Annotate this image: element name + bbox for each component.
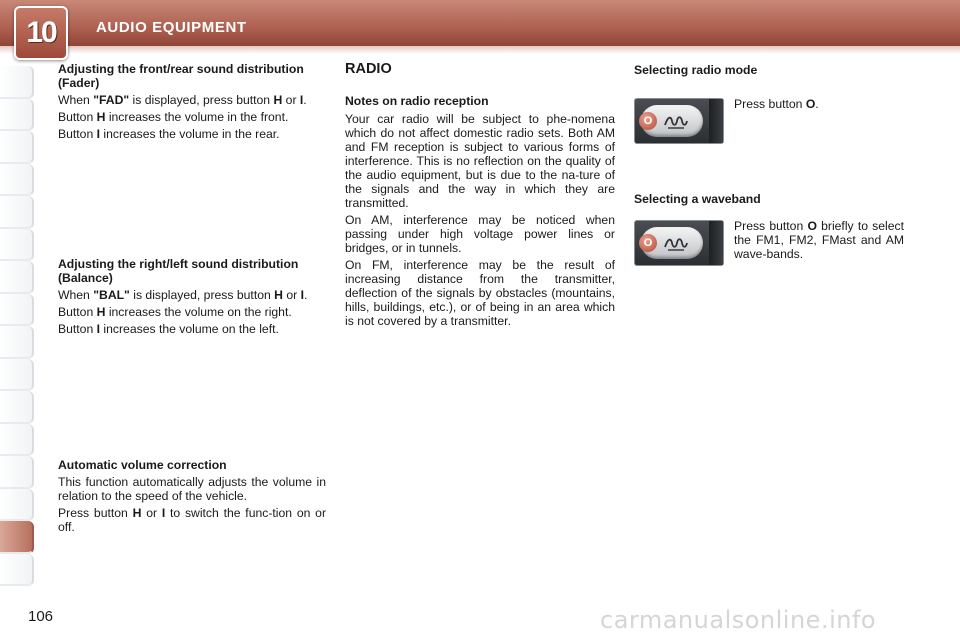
balance-heading: Adjusting the right/left sound distribution (Balance) <box>58 257 299 285</box>
chapter-tab[interactable] <box>0 229 34 262</box>
chapter-tab[interactable] <box>0 99 34 132</box>
chapter-title: AUDIO EQUIPMENT <box>96 19 247 36</box>
button-side-strip <box>709 99 723 143</box>
o-button-label: O <box>639 234 657 252</box>
chapter-tab[interactable] <box>0 489 34 522</box>
chapter-tab[interactable] <box>0 424 34 457</box>
watermark: carmanualsonline.info <box>600 606 877 634</box>
chapter-tab[interactable] <box>0 391 34 424</box>
reception-paragraph-2: On AM, interference may be noticed when passing under high voltage power lines or bridges, or in tunnels. <box>345 213 615 255</box>
button-side-strip <box>709 221 723 265</box>
chapter-tab[interactable] <box>0 261 34 294</box>
auto-volume-heading: Automatic volume correction <box>58 458 227 472</box>
radio-mode-caption: Press button O. <box>734 97 819 111</box>
chapter-tab[interactable] <box>0 196 34 229</box>
radio-mode-heading: Selecting radio mode <box>634 63 758 77</box>
radio-button-illustration <box>634 98 724 144</box>
balance-instruction: When "BAL" is displayed, press button H or I. <box>58 288 308 302</box>
page-number: 106 <box>28 608 54 625</box>
chapter-tab[interactable] <box>0 164 34 197</box>
fader-heading: Adjusting the front/rear sound distribution (Fader) <box>58 62 304 90</box>
chapter-tab-strip <box>0 66 34 586</box>
chapter-tab-active[interactable] <box>0 521 34 554</box>
fader-instruction: When "FAD" is displayed, press button H or I. <box>58 93 307 107</box>
radio-section <box>345 62 615 331</box>
reception-paragraph-3: On FM, interference may be the result of increasing distance from the transmitter, deflection of the signals by obstacles (mountains, hills, buildings, etc.), or of being in an area which is not covered by a transmitter. <box>345 258 615 328</box>
balance-right-text: Button H increases the volume on the right. <box>58 305 292 319</box>
chapter-number-badge: 10 <box>14 6 68 60</box>
o-button-label: O <box>639 112 657 130</box>
balance-left-text: Button I increases the volume on the left. <box>58 322 279 336</box>
reception-paragraph-1: Your car radio will be subject to phe-nomena which do not affect domestic radio sets. Both AM and FM reception is subject to various forms of interference. This is no reflection on the quality of the audio equipment, but is due to the na-ture of the signals and the way in which they are transmitted. <box>345 112 615 210</box>
auto-volume-section <box>58 458 326 537</box>
radio-wave-icon <box>663 112 689 130</box>
radio-wave-icon <box>663 234 689 252</box>
fader-front-text: Button H increases the volume in the front. <box>58 110 289 124</box>
auto-volume-description: This function automatically adjusts the volume in relation to the speed of the vehicle. <box>58 475 326 503</box>
reception-notes-heading: Notes on radio reception <box>345 94 489 108</box>
chapter-tab[interactable] <box>0 66 34 99</box>
chapter-tab[interactable] <box>0 554 34 587</box>
balance-section <box>58 257 326 339</box>
header-shadow <box>0 46 960 54</box>
chapter-tab[interactable] <box>0 326 34 359</box>
chapter-tab[interactable] <box>0 456 34 489</box>
waveband-caption: Press button O briefly to select the FM1, FM2, FMast and AM wave-bands. <box>734 219 905 261</box>
radio-title: RADIO <box>345 61 392 77</box>
waveband-heading: Selecting a waveband <box>634 192 761 206</box>
chapter-tab[interactable] <box>0 131 34 164</box>
waveband-button-illustration <box>634 220 724 266</box>
fader-section <box>58 62 326 144</box>
chapter-tab[interactable] <box>0 294 34 327</box>
chapter-tab[interactable] <box>0 359 34 392</box>
fader-rear-text: Button I increases the volume in the rear. <box>58 127 280 141</box>
auto-volume-instruction: Press button H or I to switch the func-tion on or off. <box>58 506 327 534</box>
